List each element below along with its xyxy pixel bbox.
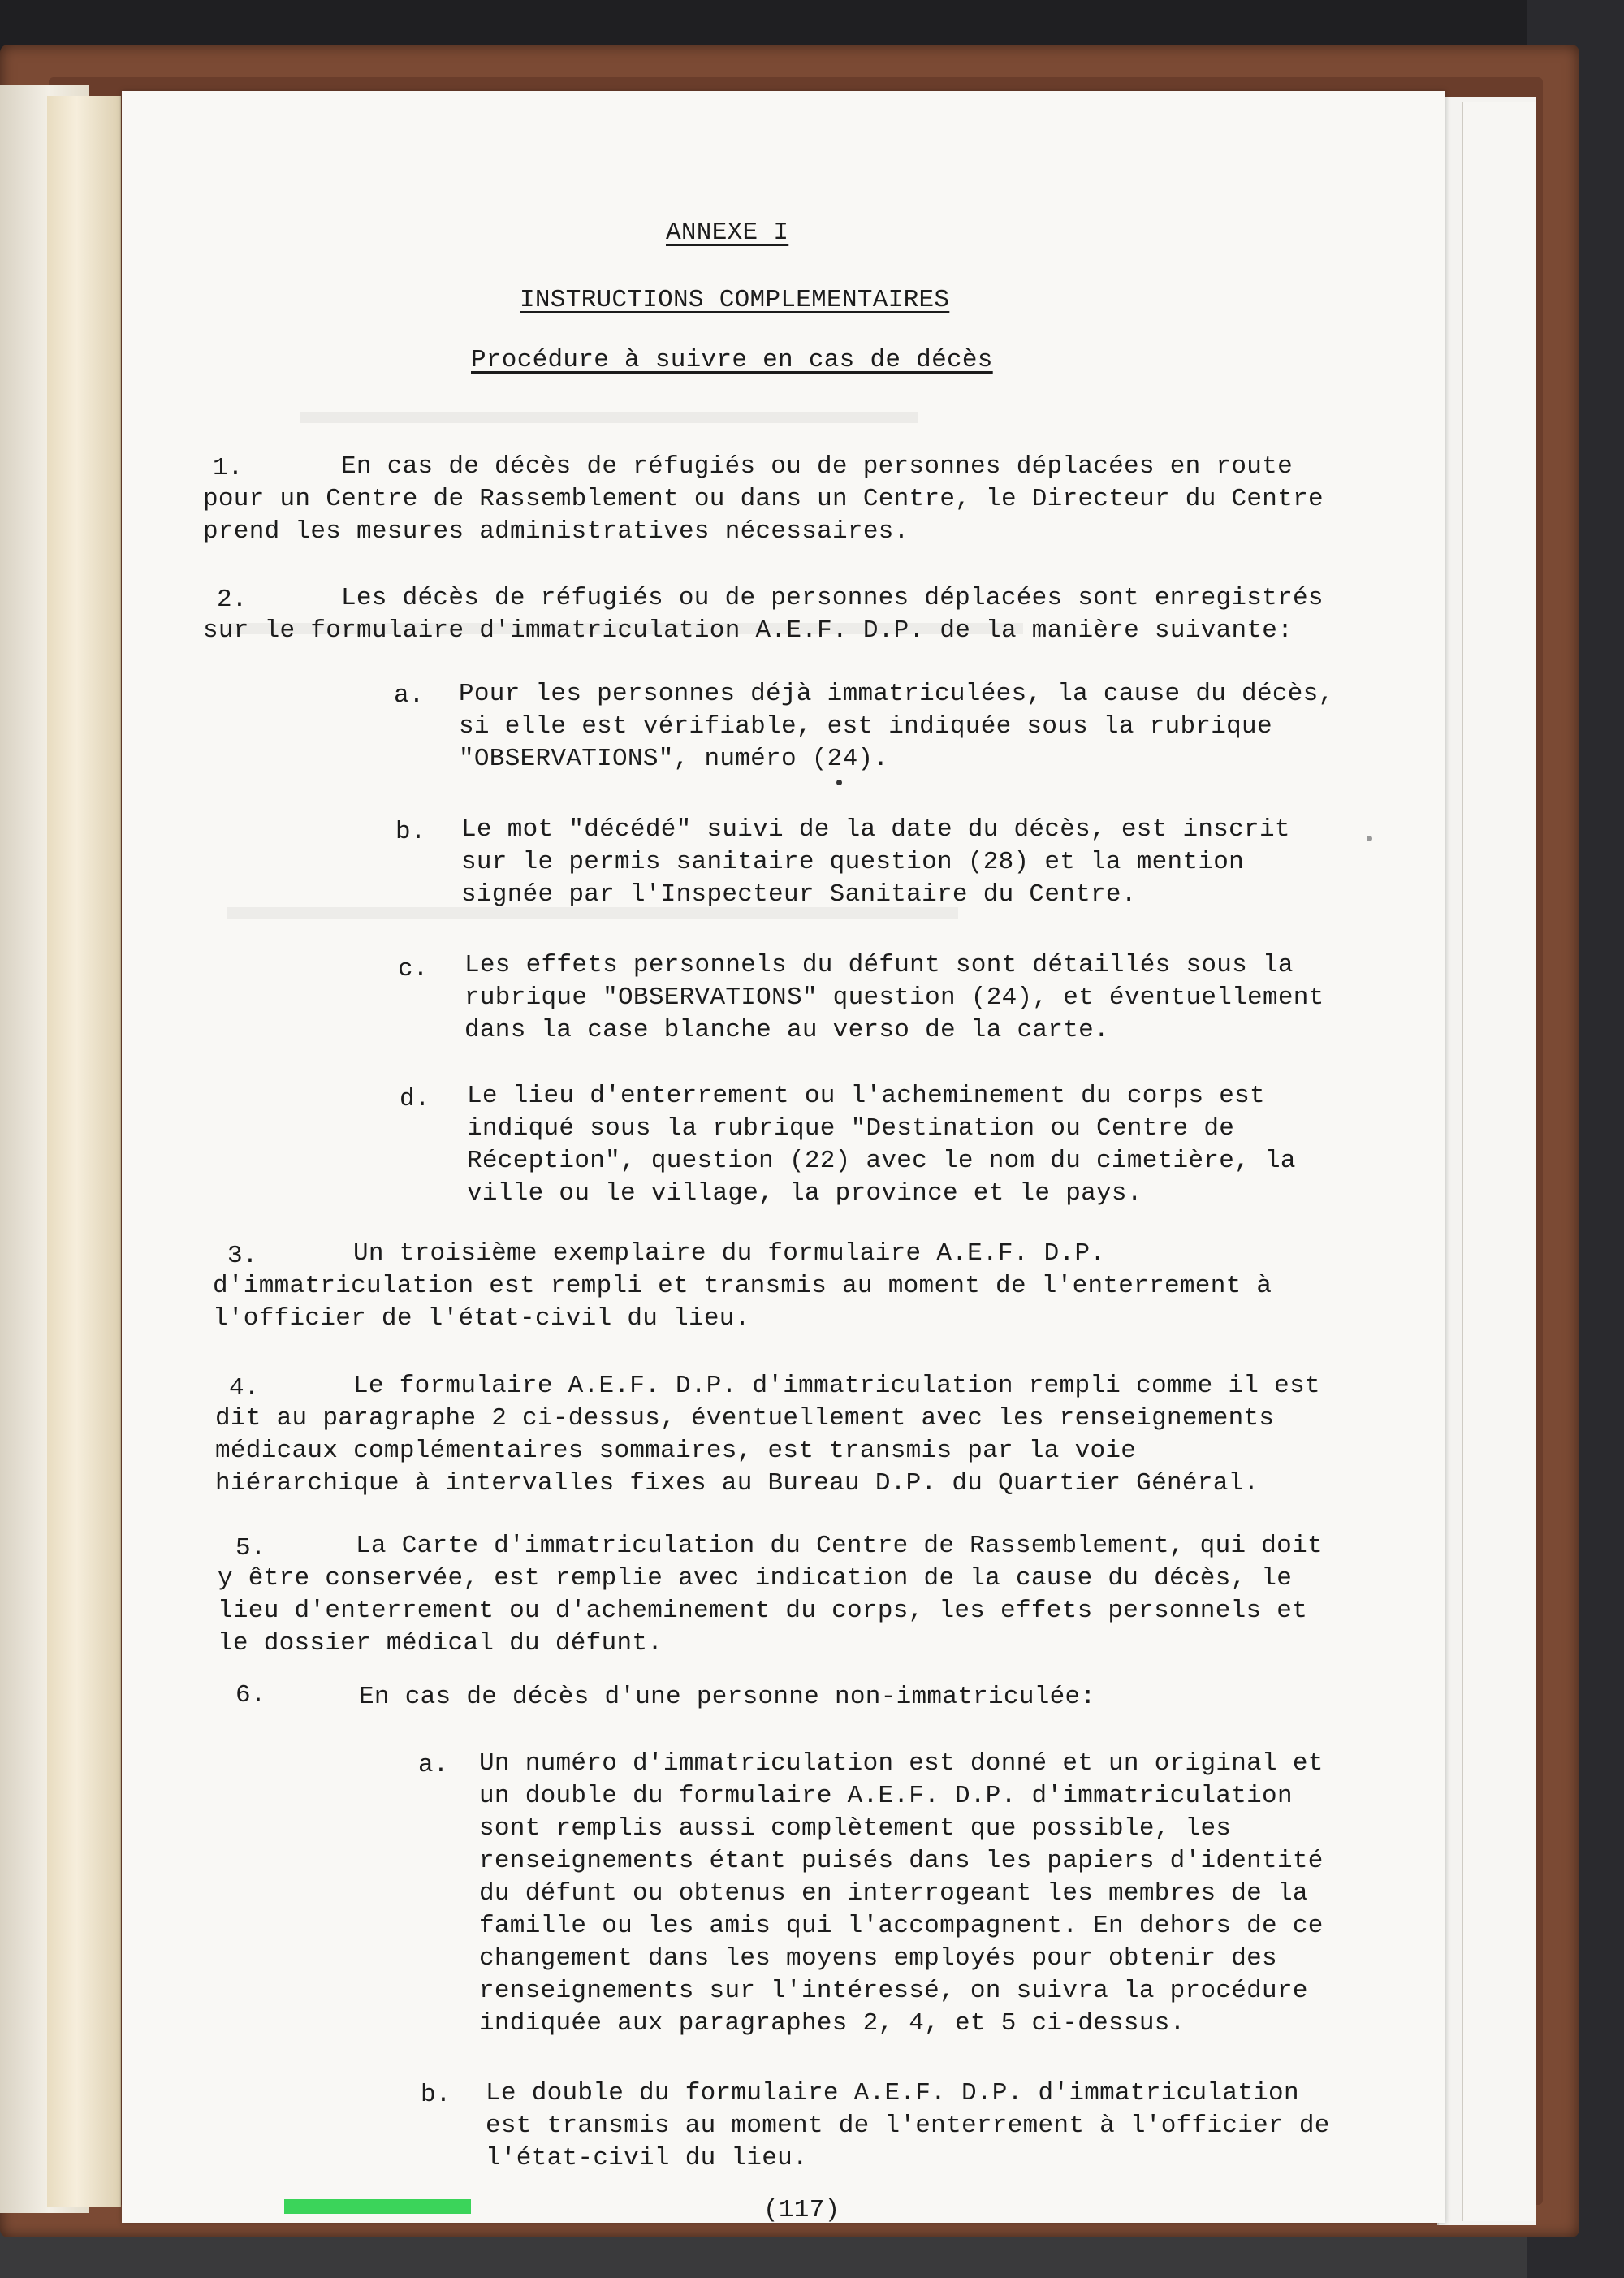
ink-speck (1367, 836, 1372, 841)
subitem-letter: c. (398, 955, 429, 983)
paragraph-number: 5. (235, 1534, 266, 1563)
subitem-line: ville ou le village, la province et le pays. (467, 1179, 1142, 1208)
paragraph-number: 2. (217, 586, 248, 614)
green-scan-marker (284, 2199, 471, 2214)
subitem-line: du défunt ou obtenus en interrogeant les membres de la (479, 1879, 1308, 1908)
paragraph-line: lieu d'enterrement ou d'acheminement du corps, les effets personnels et (218, 1597, 1308, 1625)
subitem-line: Le lieu d'enterrement ou l'acheminement du corps est (467, 1082, 1265, 1110)
subitem-line: Un numéro d'immatriculation est donné et un original et (479, 1749, 1324, 1778)
subitem-line: un double du formulaire A.E.F. D.P. d'immatriculation (479, 1782, 1293, 1810)
subitem-line: renseignements étant puisés dans les papiers d'identité (479, 1847, 1324, 1875)
paragraph-line: hiérarchique à intervalles fixes au Bureau D.P. du Quartier Général. (215, 1469, 1259, 1498)
subitem-line: Réception", question (22) avec le nom du cimetière, la (467, 1147, 1296, 1175)
page-stack-edge-2 (1462, 102, 1536, 2221)
subitem-line: Le mot "décédé" suivi de la date du décès, est inscrit (461, 815, 1290, 844)
subitem-line: famille ou les amis qui l'accompagnent. En dehors de ce (479, 1912, 1324, 1940)
subitem-line: dans la case blanche au verso de la carte. (464, 1016, 1109, 1044)
subitem-line: renseignements sur l'intéressé, on suivra la procédure (479, 1977, 1308, 2005)
subitem-letter: b. (421, 2081, 451, 2109)
paragraph-line: l'officier de l'état-civil du lieu. (213, 1304, 750, 1333)
paragraph-number: 4. (229, 1374, 260, 1403)
binding-fold-strip (47, 96, 121, 2207)
paragraph-line: Le formulaire A.E.F. D.P. d'immatriculation rempli comme il est (353, 1372, 1320, 1400)
subitem-line: est transmis au moment de l'enterrement à l'officier de (486, 2112, 1330, 2140)
page-number: (117) (763, 2196, 840, 2224)
ink-speck (836, 780, 842, 785)
subitem-letter: b. (395, 818, 426, 846)
paragraph-number: 6. (235, 1681, 266, 1710)
paragraph-line: sur le formulaire d'immatriculation A.E.F. D.P. de la manière suivante: (203, 616, 1294, 645)
subitem-line: changement dans les moyens employés pour obtenir des (479, 1944, 1277, 1973)
subitem-line: signée par l'Inspecteur Sanitaire du Centre. (461, 880, 1137, 909)
paragraph-line: La Carte d'immatriculation du Centre de Rassemblement, qui doit (356, 1532, 1323, 1560)
procedure-subtitle: Procédure à suivre en cas de décès (471, 346, 993, 374)
subitem-line: si elle est vérifiable, est indiquée sous la rubrique (459, 712, 1272, 741)
annex-title: ANNEXE I (666, 218, 789, 247)
subitem-line: Les effets personnels du défunt sont détaillés sous la (464, 951, 1294, 979)
paragraph-line: pour un Centre de Rassemblement ou dans un Centre, le Directeur du Centre (203, 485, 1324, 513)
subitem-letter: a. (394, 681, 425, 710)
section-title: INSTRUCTIONS COMPLEMENTAIRES (520, 286, 950, 314)
paragraph-line: dit au paragraphe 2 ci-dessus, éventuellement avec les renseignements (215, 1404, 1275, 1433)
paragraph-number: 1. (213, 454, 244, 482)
paragraph-line: En cas de décès d'une personne non-immatriculée: (359, 1683, 1096, 1711)
paragraph-line: prend les mesures administratives nécessaires. (203, 517, 909, 546)
paragraph-line: d'immatriculation est rempli et transmis au moment de l'enterrement à (213, 1272, 1272, 1300)
subitem-line: "OBSERVATIONS", numéro (24). (459, 745, 889, 773)
subitem-line: l'état-civil du lieu. (486, 2144, 808, 2172)
subitem-line: rubrique "OBSERVATIONS" question (24), et éventuellement (464, 983, 1324, 1012)
document-page (122, 91, 1445, 2223)
show-through-texture (300, 412, 918, 423)
subitem-line: indiquée aux paragraphes 2, 4, et 5 ci-dessus. (479, 2009, 1186, 2038)
subitem-line: Le double du formulaire A.E.F. D.P. d'immatriculation (486, 2079, 1299, 2107)
subitem-letter: d. (400, 1085, 430, 1113)
paragraph-number: 3. (227, 1242, 258, 1270)
paragraph-line: le dossier médical du défunt. (218, 1629, 663, 1658)
subitem-line: indiqué sous la rubrique "Destination ou Centre de (467, 1114, 1235, 1143)
paragraph-line: Un troisième exemplaire du formulaire A.E.F. D.P. (353, 1239, 1106, 1268)
paragraph-line: médicaux complémentaires sommaires, est transmis par la voie (215, 1437, 1137, 1465)
paragraph-line: y être conservée, est remplie avec indication de la cause du décès, le (218, 1564, 1293, 1593)
subitem-line: sont remplis aussi complètement que possible, les (479, 1814, 1232, 1843)
subitem-line: sur le permis sanitaire question (28) et la mention (461, 848, 1245, 876)
subitem-letter: a. (418, 1751, 449, 1779)
paragraph-line: Les décès de réfugiés ou de personnes déplacées sont enregistrés (341, 584, 1324, 612)
subitem-line: Pour les personnes déjà immatriculées, la cause du décès, (459, 680, 1334, 708)
paragraph-line: En cas de décès de réfugiés ou de personnes déplacées en route (341, 452, 1293, 481)
